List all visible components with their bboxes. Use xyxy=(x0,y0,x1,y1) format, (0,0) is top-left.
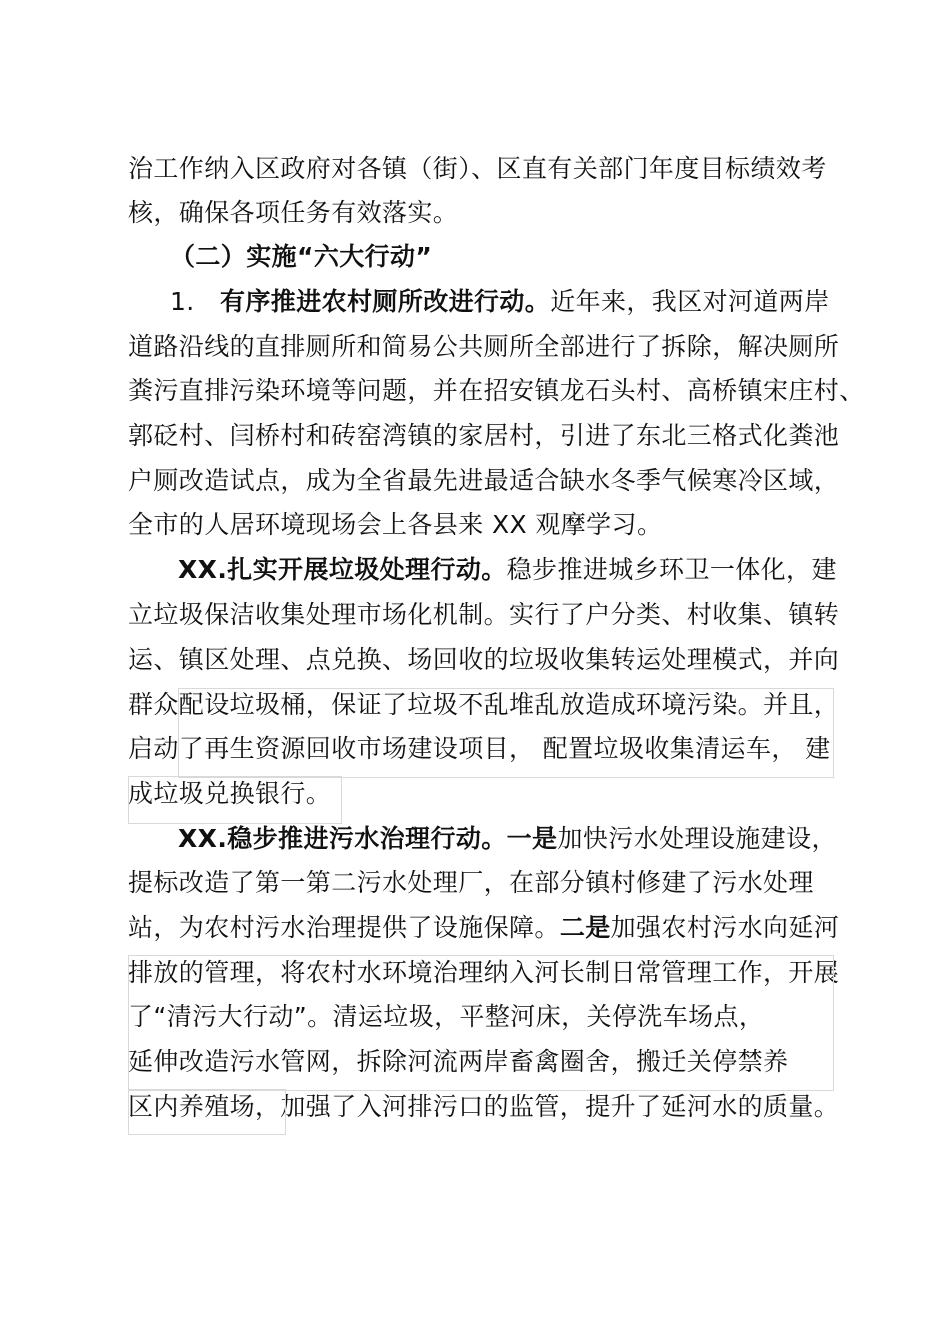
paragraph-2-first-line xyxy=(178,553,898,587)
text-span: 加快污水处理设施建设， xyxy=(557,824,837,853)
item-title: XX.扎实开展垃圾处理行动。 xyxy=(178,555,507,584)
text-line: 区内养殖场，加强了入河排污口的监管，提升了延河水的质量。 xyxy=(128,1092,840,1121)
text-line: 户厕改造试点，成为全省最先进最适合缺水冬季气候寒冷区域， xyxy=(128,466,840,495)
emphasis-first: 一是 xyxy=(506,824,558,853)
text-line: 排放的管理，将农村水环境治理纳入河长制日常管理工作，开展 xyxy=(128,958,840,987)
text-line: 延伸改造污水管网，拆除河流两岸畜禽圈舍，搬迁关停禁养 xyxy=(128,1047,789,1076)
text-line xyxy=(128,911,848,945)
text-line: 郭砭村、闫桥村和砖窑湾镇的家居村，引进了东北三格式化粪池 xyxy=(128,421,840,450)
text-span: 站，为农村污水治理提供了设施保障。 xyxy=(128,913,560,942)
text-span: 加强农村污水向延河 xyxy=(610,913,840,942)
text-line: 粪污直排污染环境等问题，并在招安镇龙石头村、高桥镇宋庄村、 xyxy=(128,376,865,405)
text-line: 了“清污大行动”。清运垃圾，平整河床，关停洗车场点， xyxy=(128,1002,765,1031)
text-line: 成垃圾兑换银行。 xyxy=(128,779,332,808)
item-title: XX.稳步推进污水治理行动。 xyxy=(178,824,507,853)
text-span: 稳步推进城乡环卫一体化，建 xyxy=(506,555,837,584)
paragraph-3-first-line xyxy=(178,822,898,856)
text-line: 治工作纳入区政府对各镇（街）、区直有关部门年度目标绩效考 xyxy=(128,154,827,183)
item-title: 有序推进农村厕所改进行动。 xyxy=(220,287,551,316)
text-line: 核，确保各项任务有效落实。 xyxy=(128,198,459,227)
section-heading: （二）实施“六大行动” xyxy=(170,242,433,271)
emphasis-second: 二是 xyxy=(559,913,611,942)
text-line: 立垃圾保洁收集处理市场化机制。实行了户分类、村收集、镇转 xyxy=(128,600,840,629)
text-span: 近年来，我区对河道两岸 xyxy=(550,287,830,316)
text-line: 运、镇区处理、点兑换、场回收的垃圾收集转运处理模式，并向 xyxy=(128,645,840,674)
text-line: 全市的人居环境现场会上各县来 XX 观摩学习。 xyxy=(128,510,663,539)
paragraph-1-first-line xyxy=(170,285,890,319)
text-line: 道路沿线的直排厕所和简易公共厕所全部进行了拆除，解决厕所 xyxy=(128,332,840,361)
item-number: 1. xyxy=(170,287,195,316)
text-line: 提标改造了第一第二污水处理厂，在部分镇村修建了污水处理 xyxy=(128,868,814,897)
text-line: 群众配设垃圾桶，保证了垃圾不乱堆乱放造成环境污染。并且， xyxy=(128,690,840,719)
text-line: 启动了再生资源回收市场建设项目， 配置垃圾收集清运车， 建 xyxy=(128,734,831,763)
